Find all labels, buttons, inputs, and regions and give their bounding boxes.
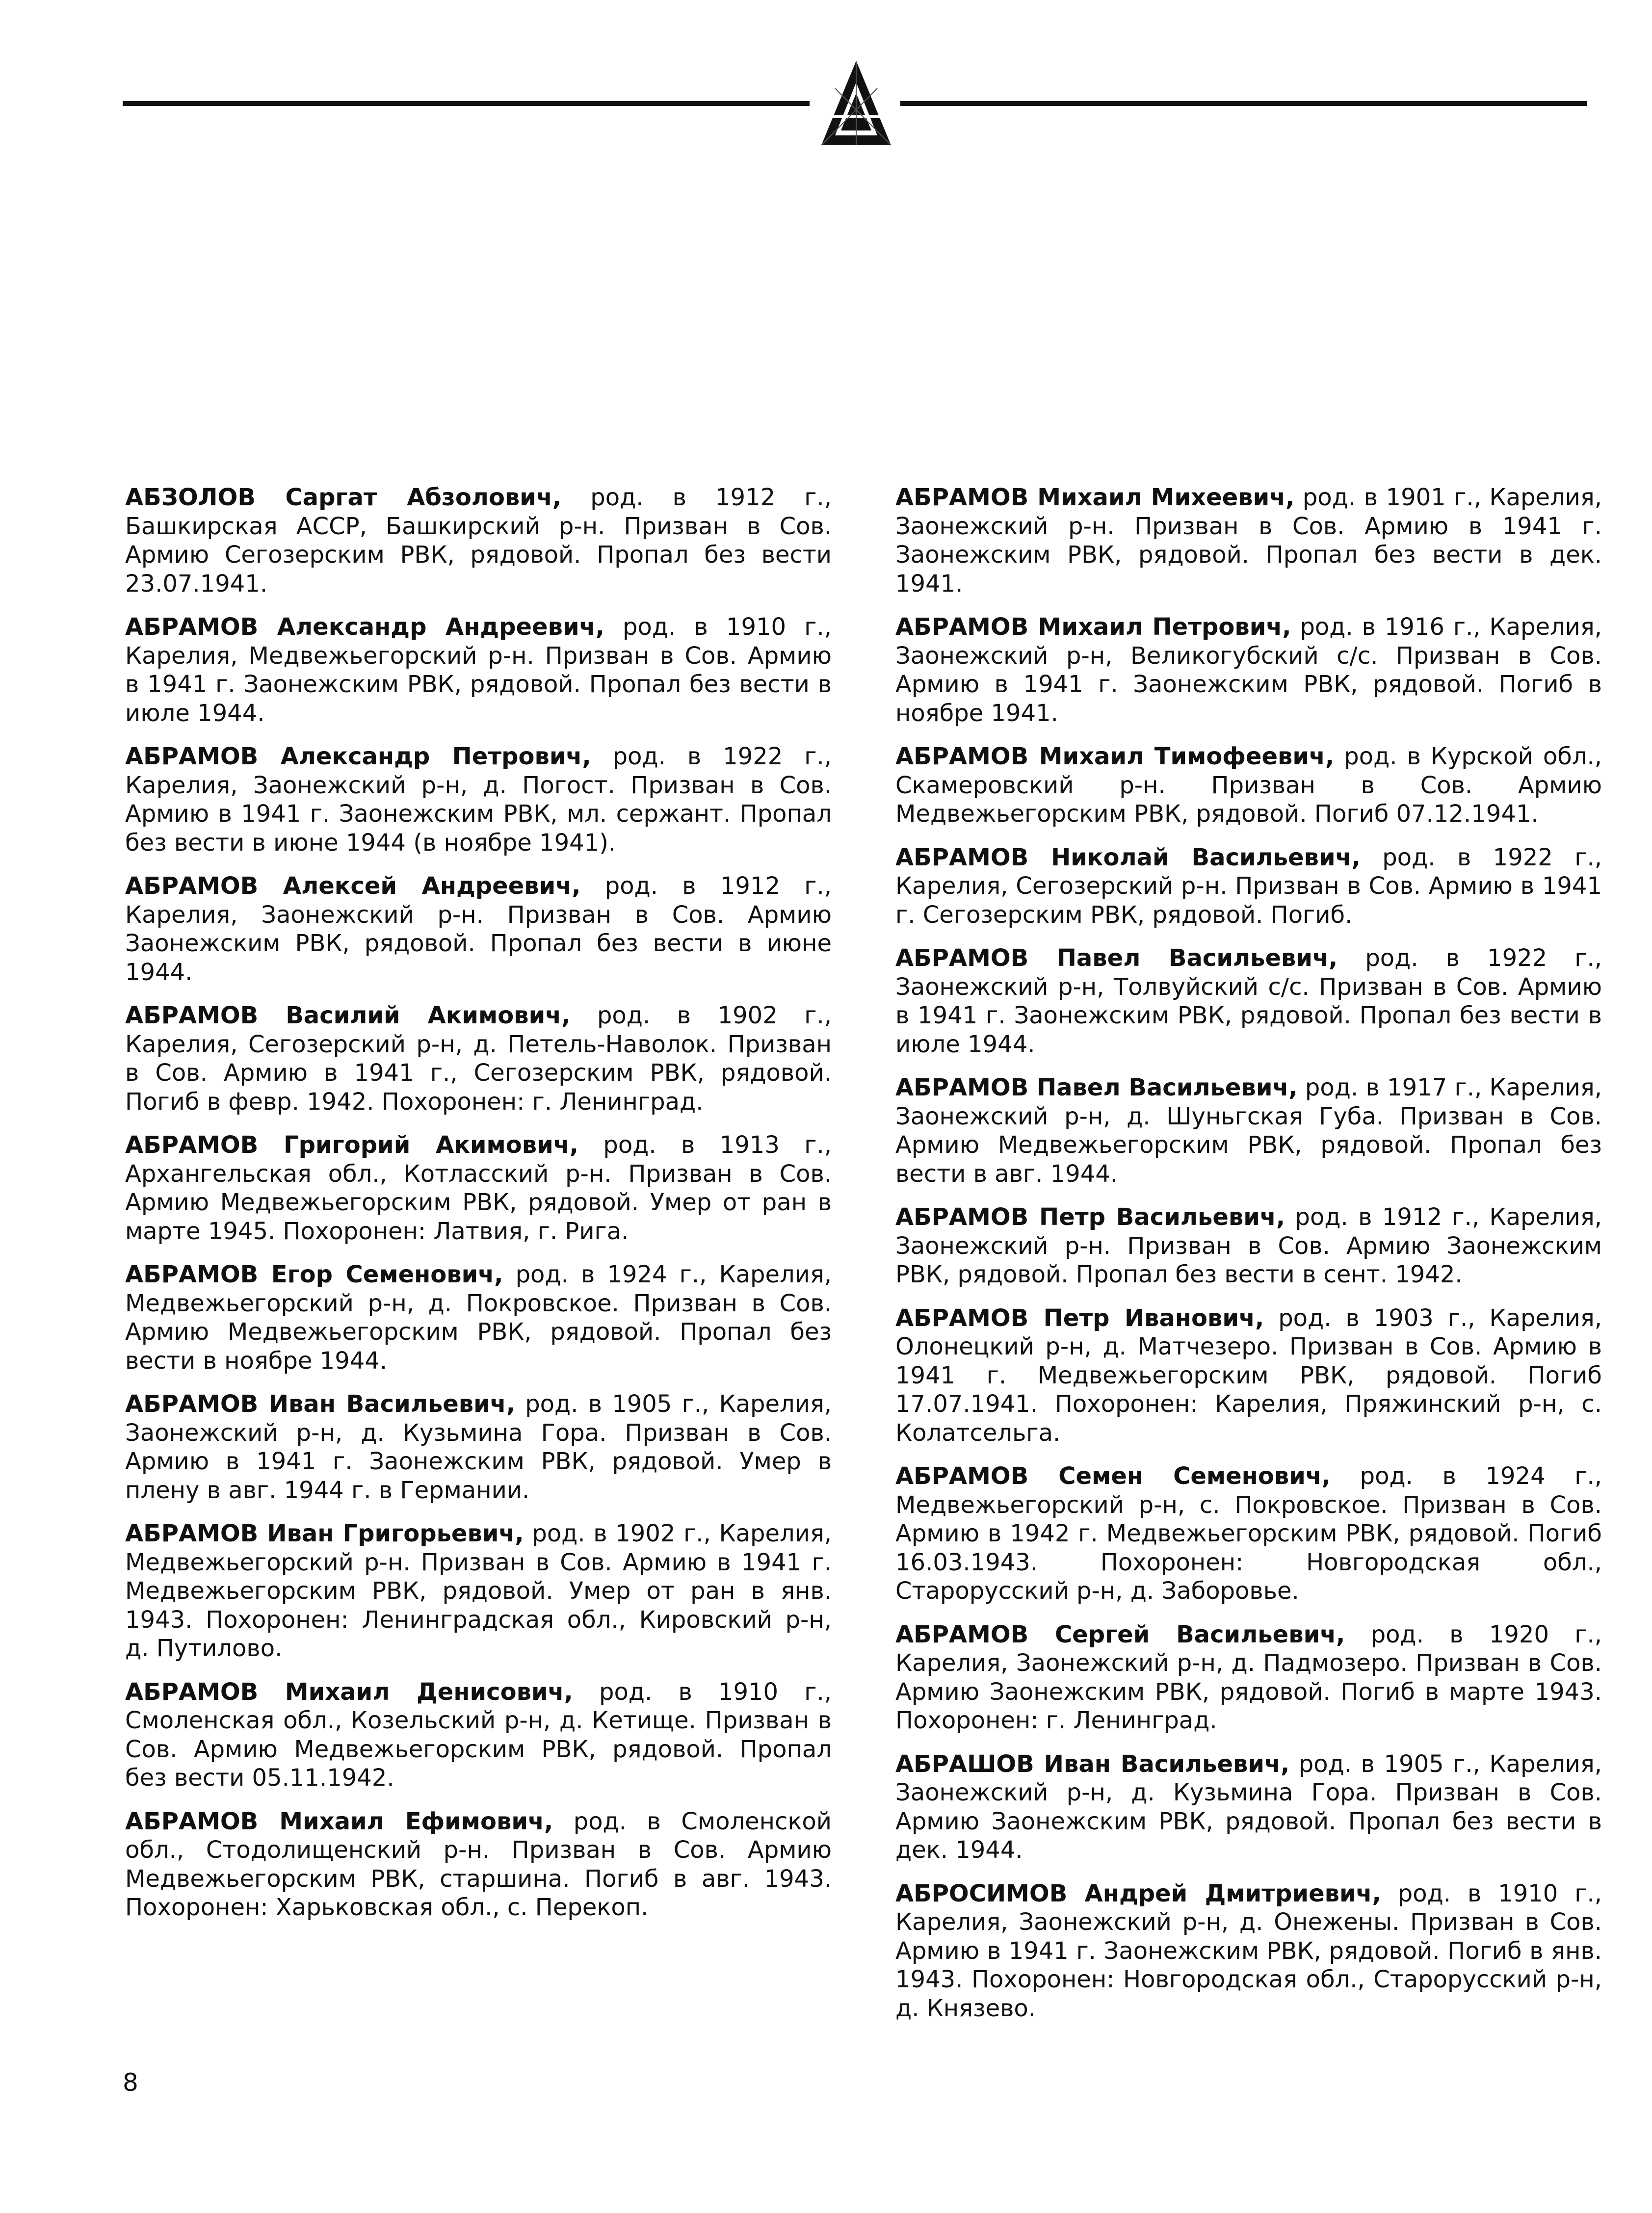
entry-text: род. в 1910 г., Карелия, Медвежьегорский р-н. Призван в Сов. Армию в 1941 г. Заонежским РВК, рядовой. Пропал без вести в июле 1944. — [125, 613, 832, 727]
entry-name: АБРАМОВ Михаил Денисович, — [125, 1678, 573, 1706]
entry-text: род. в 1912 г., Карелия, Заонежский р-н. Призван в Сов. Армию Заонежским РВК, рядовой. Пропал без вести в сент. 1942. — [895, 1203, 1602, 1288]
entry — [125, 1807, 832, 1922]
entry — [125, 483, 832, 598]
entry-text: род. в 1916 г., Карелия, Заонежский р-н, Великогубский с/с. Призван в Сов. Армию в 1941 г. Заонежским РВК, рядовой. Погиб в ноябре 1941. — [895, 613, 1602, 727]
entry — [125, 1001, 832, 1116]
entry-name: АБРАМОВ Петр Васильевич, — [895, 1203, 1285, 1231]
entry-name: АБРАМОВ Иван Васильевич, — [125, 1390, 515, 1418]
entry-text: род. в 1902 г., Карелия, Сегозерский р-н, д. Петель-Наволок. Призван в Сов. Армию в 1941 г., Сегозерским РВК, рядовой. Погиб в февр. 1942. Похоронен: г. Ленинград. — [125, 1002, 832, 1116]
entry — [895, 483, 1602, 598]
entry-text: род. в 1901 г., Карелия, Заонежский р-н. Призван в Сов. Армию в 1941 г. Заонежским РВК, рядовой. Пропал без вести в дек. 1941. — [895, 484, 1602, 598]
entry-text: род. в 1922 г., Карелия, Сегозерский р-н. Призван в Сов. Армию в 1941 г. Сегозерским РВК, рядовой. Погиб. — [895, 843, 1602, 929]
entry-name: АБРАШОВ Иван Васильевич, — [895, 1750, 1290, 1778]
page-number: 8 — [123, 2068, 138, 2097]
entry — [895, 1462, 1602, 1606]
entry-name: АБРАМОВ Иван Григорьевич, — [125, 1520, 524, 1547]
entry-text: род. в 1905 г., Карелия, Заонежский р-н, д. Кузьмина Гора. Призван в Сов. Армию Заонежским РВК, рядовой. Пропал без вести в дек. 1944. — [895, 1750, 1602, 1864]
entry — [125, 1390, 832, 1505]
entry-text: род. в 1922 г., Заонежский р-н, Толвуйский с/с. Призван в Сов. Армию в 1941 г. Заонежским РВК, рядовой. Пропал без вести в июле 1944. — [895, 944, 1602, 1058]
entry — [125, 1678, 832, 1793]
entry — [895, 944, 1602, 1059]
entry-text: род. в 1922 г., Карелия, Заонежский р-н, д. Погост. Призван в Сов. Армию в 1941 г. Заонежским РВК, мл. сержант. Пропал без вести в июне 1944 (в ноябре 1941). — [125, 743, 832, 857]
entry — [895, 1750, 1602, 1865]
entry-name: АБРАМОВ Егор Семенович, — [125, 1261, 503, 1288]
letter-a-emblem-icon — [819, 59, 893, 147]
entry-text: род. в 1912 г., Карелия, Заонежский р-н. Призван в Сов. Армию Заонежским РВК, рядовой. Пропал без вести в июне 1944. — [125, 872, 832, 986]
entry — [895, 1879, 1602, 2023]
entry-name: АБРАМОВ Василий Акимович, — [125, 1002, 571, 1029]
entry-text: род. в Курской обл., Скамеровский р-н. Призван в Сов. Армию Медвежьегорским РВК, рядовой. Погиб 07.12.1941. — [895, 743, 1602, 828]
entry — [125, 1260, 832, 1375]
entry-name: АБРАМОВ Николай Васильевич, — [895, 843, 1361, 871]
entry-name: АБРАМОВ Петр Иванович, — [895, 1304, 1264, 1332]
entry — [895, 1203, 1602, 1289]
entry — [895, 843, 1602, 930]
entry-text: род. в 1902 г., Карелия, Медвежьегорский р-н. Призван в Сов. Армию в 1941 г. Медвежьегорским РВК, рядовой. Умер от ран в янв. 1943. Похоронен: Ленинградская обл., Кировский р-н, д. Путилово. — [125, 1520, 832, 1662]
entry-name: АБЗОЛОВ Саргат Абзолович, — [125, 484, 562, 511]
entry-text: род. в Смоленской обл., Стодолищенский р-н. Призван в Сов. Армию Медвежьегорским РВК, старшина. Погиб в авг. 1943. Похоронен: Харьковская обл., с. Перекоп. — [125, 1807, 832, 1921]
entry — [895, 1073, 1602, 1188]
entry — [125, 1519, 832, 1663]
entry-name: АБРАМОВ Михаил Тимофеевич, — [895, 743, 1335, 770]
entry-text: род. в 1920 г., Карелия, Заонежский р-н, д. Падмозеро. Призван в Сов. Армию Заонежским РВК, рядовой. Погиб в марте 1943. Похоронен: г. Ленинград. — [895, 1620, 1602, 1734]
entry-name: АБРАМОВ Михаил Михеевич, — [895, 484, 1295, 511]
left-column — [125, 483, 832, 1937]
entry — [125, 872, 832, 987]
entry — [125, 1131, 832, 1246]
entry-name: АБРАМОВ Семен Семенович, — [895, 1462, 1331, 1490]
entry — [125, 742, 832, 857]
entry-text: род. в 1924 г., Медвежьегорский р-н, с. Покровское. Призван в Сов. Армию в 1942 г. Медвежьегорским РВК, рядовой. Погиб 16.03.1943. Похоронен: Новгородская обл., Старорусский р-н, д. Заборовье. — [895, 1462, 1602, 1605]
entry-name: АБРАМОВ Сергей Васильевич, — [895, 1620, 1345, 1648]
entry-name: АБРАМОВ Павел Васильевич, — [895, 1074, 1298, 1101]
entry — [895, 1620, 1602, 1735]
entry-text: род. в 1910 г., Смоленская обл., Козельский р-н, д. Кетище. Призван в Сов. Армию Медвежьегорским РВК, рядовой. Пропал без вести 05.11.1942. — [125, 1678, 832, 1792]
entry-name: АБРАМОВ Александр Андреевич, — [125, 613, 604, 641]
entry-name: АБРАМОВ Михаил Ефимович, — [125, 1807, 553, 1835]
entry-name: АБРАМОВ Григорий Акимович, — [125, 1131, 578, 1159]
section-letter-emblem — [819, 59, 893, 147]
entry — [895, 613, 1602, 728]
entry-name: АБРАМОВ Михаил Петрович, — [895, 613, 1291, 641]
section-header — [123, 59, 1587, 147]
entry — [895, 1304, 1602, 1448]
entry-text: род. в 1903 г., Карелия, Олонецкий р-н, д. Матчезеро. Призван в Сов. Армию в 1941 г. Медвежьегорским РВК, рядовой. Погиб 17.07.1941. Похоронен: Карелия, Пряжинский р-н, с. Колатсельга. — [895, 1304, 1602, 1447]
entry — [895, 742, 1602, 829]
header-rule-left — [123, 101, 810, 106]
entry-name: АБРОСИМОВ Андрей Дмитриевич, — [895, 1879, 1381, 1907]
entry — [125, 613, 832, 728]
entry-text: род. в 1912 г., Башкирская АССР, Башкирский р-н. Призван в Сов. Армию Сегозерским РВК, рядовой. Пропал без вести 23.07.1941. — [125, 484, 832, 598]
entry-name: АБРАМОВ Алексей Андреевич, — [125, 872, 581, 900]
right-column — [895, 483, 1602, 2037]
entry-name: АБРАМОВ Александр Петрович, — [125, 743, 591, 770]
entry-text: род. в 1913 г., Архангельская обл., Котласский р-н. Призван в Сов. Армию Медвежьегорским РВК, рядовой. Умер от ран в марте 1945. Похоронен: Латвия, г. Рига. — [125, 1131, 832, 1245]
entry-text: род. в 1924 г., Карелия, Медвежьегорский р-н, д. Покровское. Призван в Сов. Армию Медвежьегорским РВК, рядовой. Пропал без вести в ноябре 1944. — [125, 1261, 832, 1375]
entry-text: род. в 1910 г., Карелия, Заонежский р-н, д. Онежены. Призван в Сов. Армию в 1941 г. Заонежским РВК, рядовой. Погиб в янв. 1943. Похоронен: Новгородская обл., Старорусский р-н, д. Князево. — [895, 1879, 1602, 2022]
header-rule-right — [900, 101, 1587, 106]
entry-name: АБРАМОВ Павел Васильевич, — [895, 944, 1338, 972]
entry-text: род. в 1917 г., Карелия, Заонежский р-н, д. Шуньгская Губа. Призван в Сов. Армию Медвежьегорским РВК, рядовой. Пропал без вести в авг. 1944. — [895, 1074, 1602, 1188]
entry-text: род. в 1905 г., Карелия, Заонежский р-н, д. Кузьмина Гора. Призван в Сов. Армию в 1941 г. Заонежским РВК, рядовой. Умер в плену в авг. 1944 г. в Германии. — [125, 1390, 832, 1504]
